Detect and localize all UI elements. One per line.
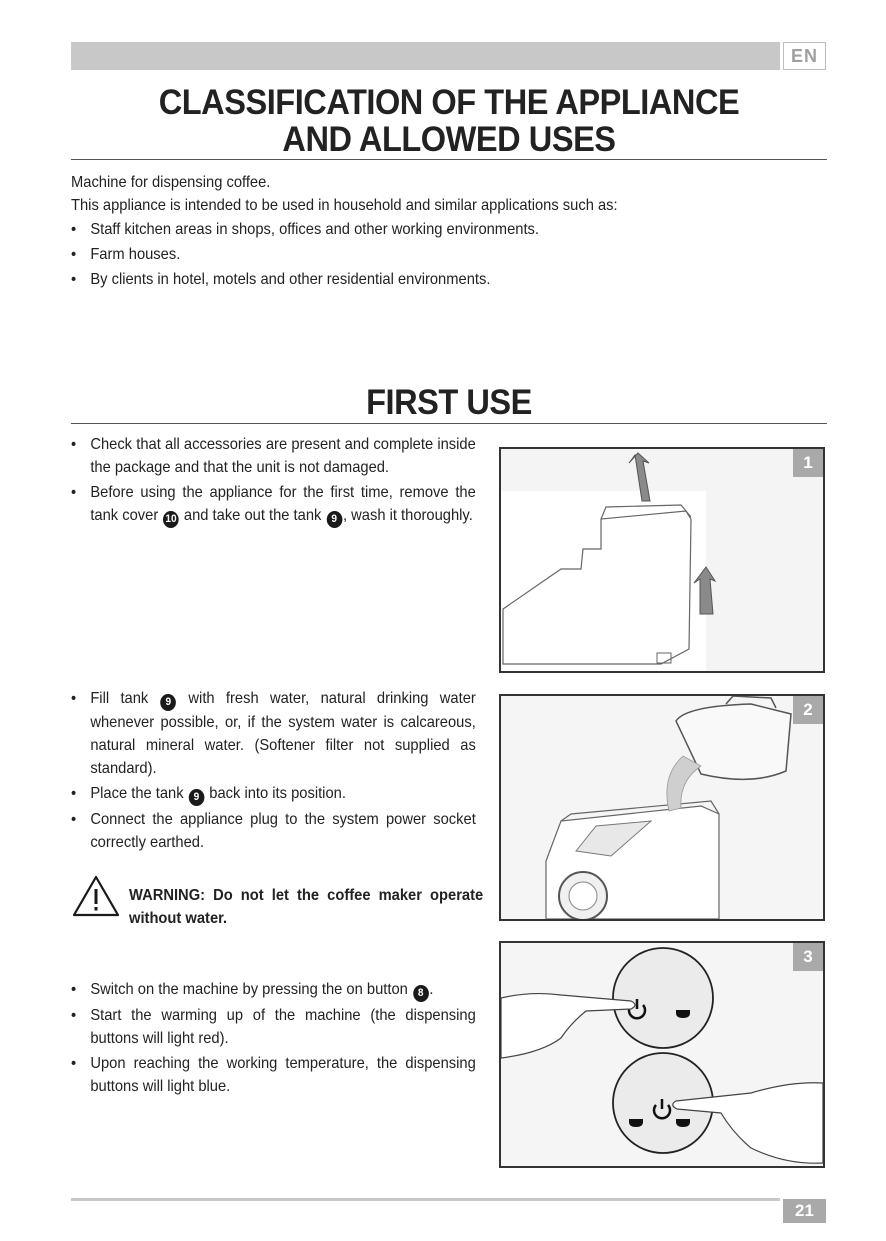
classification-intro (71, 171, 618, 292)
list-item: • Connect the appliance plug to the system power socket correctly earthed. (71, 808, 476, 854)
step-text: and take out the tank (179, 507, 326, 524)
list-item (71, 782, 476, 806)
part-number-badge: 9 (189, 789, 205, 806)
title-divider (71, 159, 827, 160)
intro-line-2: This appliance is intended to be used in household and similar applications such as: (71, 197, 618, 214)
intro-line-1: Machine for dispensing coffee. (71, 174, 271, 191)
list-item (71, 687, 476, 780)
first-use-steps-1 (71, 433, 476, 530)
warning-text: WARNING: Do not let the coffee maker operate without water. (129, 887, 484, 927)
tank-removal-illustration (501, 449, 823, 671)
classification-title-line1: CLASSIFICATION OF THE APPLIANCE (158, 83, 740, 122)
list-item: • Check that all accessories are present and complete inside the package and that the unit is not damaged. (71, 433, 476, 479)
classification-title (97, 84, 800, 158)
figure-number: 3 (793, 943, 823, 971)
footer-bar (71, 1198, 780, 1201)
figure-3 (499, 941, 825, 1168)
warning-icon (71, 874, 121, 918)
uses-list (71, 217, 618, 292)
step-text: back into its position. (205, 785, 346, 802)
list-item: • Farm houses. (71, 242, 618, 267)
figure-1 (499, 447, 825, 673)
tank-filling-illustration (501, 696, 823, 919)
part-number-badge: 8 (413, 985, 429, 1002)
step-text: . (429, 981, 434, 998)
part-number-badge: 10 (163, 511, 179, 528)
figure-number: 1 (793, 449, 823, 477)
page-number: 21 (783, 1199, 826, 1223)
list-item: • Staff kitchen areas in shops, offices and other working environments. (71, 217, 618, 242)
part-number-badge: 9 (326, 511, 342, 528)
first-use-title: FIRST USE (366, 383, 532, 422)
step-text: Before using the appliance for the first time, remove the tank cover (90, 484, 476, 524)
step-text: , wash it thoroughly. (342, 507, 473, 524)
first-use-steps-2 (71, 687, 476, 856)
list-item: • Upon reaching the working temperature, the dispensing buttons will light blue. (71, 1052, 476, 1098)
classification-title-line2: AND ALLOWED USES (282, 120, 616, 159)
part-number-badge: 9 (161, 694, 177, 711)
first-use-steps-3 (71, 978, 476, 1100)
step-text: Fill tank (90, 690, 160, 707)
title-divider (71, 423, 827, 424)
header-bar (71, 42, 780, 70)
step-text: Place the tank (90, 785, 188, 802)
step-text: with fresh water, natural drinking water whenever possible, or, if the system water is calcareous, natural mineral water. (Softener filter not supplied as standard). (90, 690, 476, 777)
list-item: • By clients in hotel, motels and other residential environments. (71, 267, 618, 292)
step-text: Switch on the machine by pressing the on button (90, 981, 412, 998)
list-item (71, 481, 476, 528)
power-button-illustration (501, 943, 823, 1166)
figure-number: 2 (793, 696, 823, 724)
list-item: • Start the warming up of the machine (the dispensing buttons will light red). (71, 1004, 476, 1050)
list-item (71, 978, 476, 1002)
figure-2 (499, 694, 825, 921)
language-badge: EN (783, 42, 826, 70)
